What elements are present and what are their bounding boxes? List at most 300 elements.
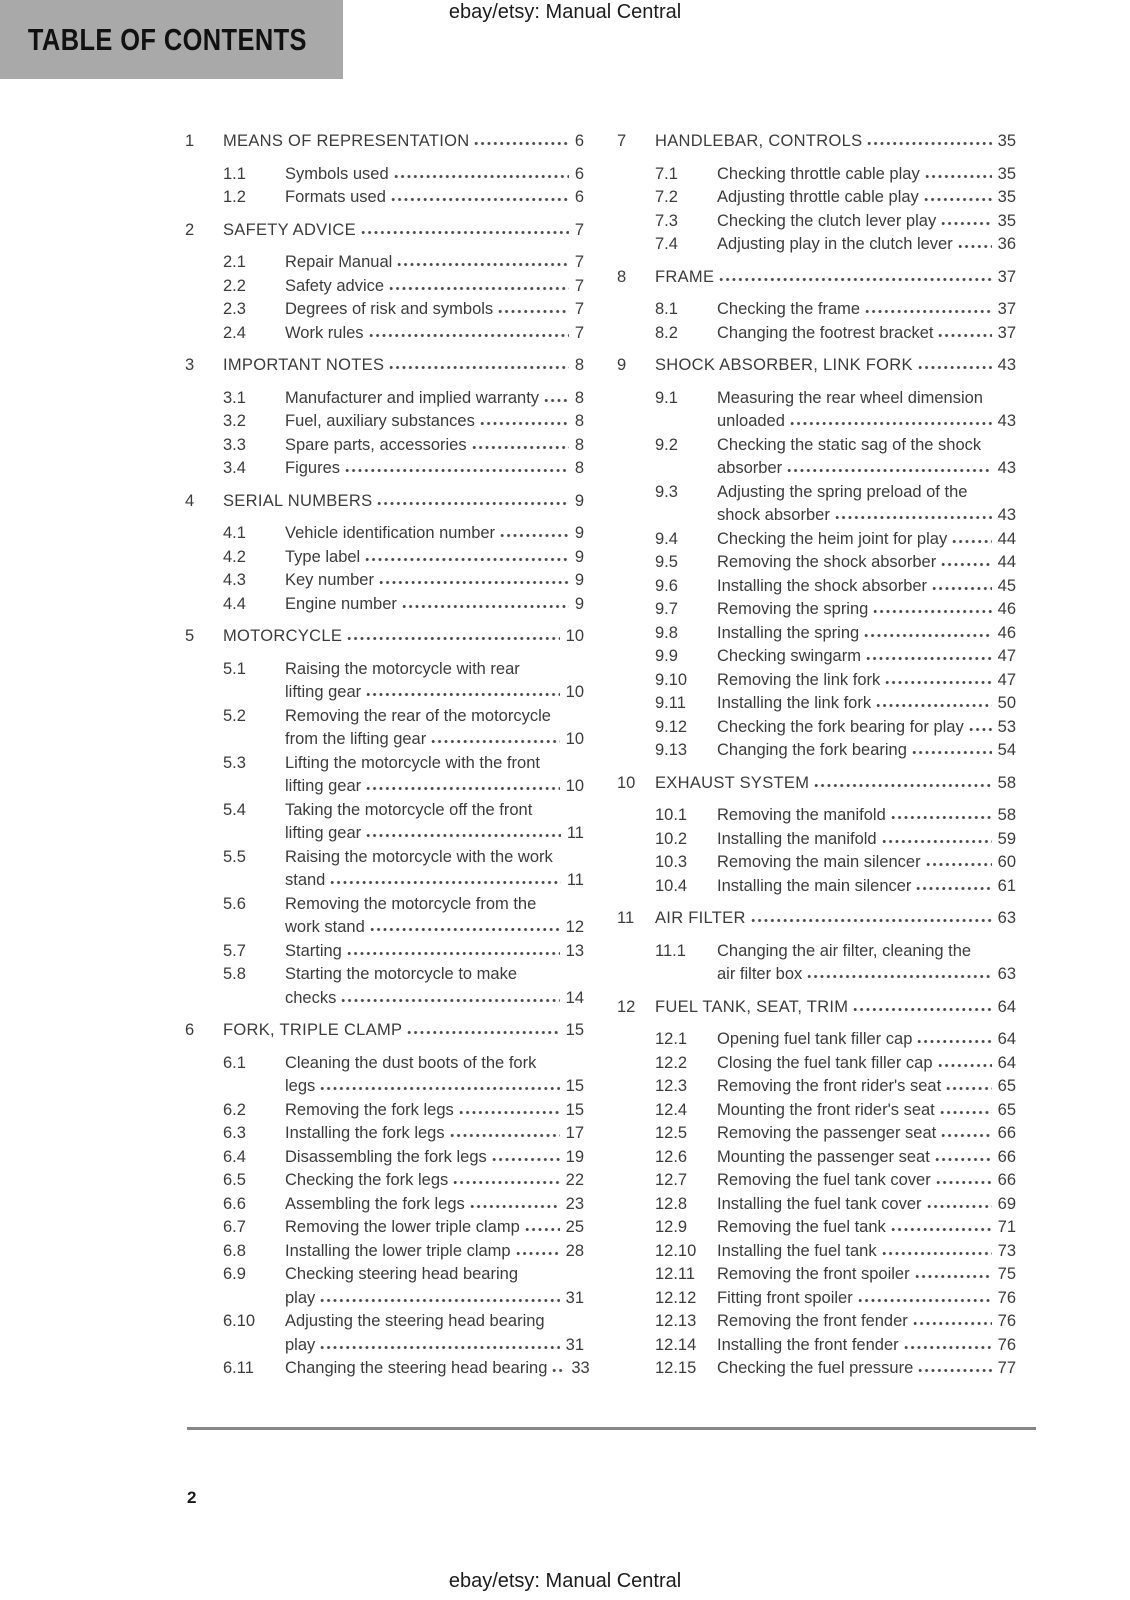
entry-last-line [717,739,1016,763]
dot-leader [319,1345,559,1350]
toc-entry [655,622,1016,646]
page-ref: 36 [997,235,1016,253]
dot-leader [458,1110,560,1115]
dot-leader [430,739,559,744]
dot-leader [319,1086,559,1091]
entry-last-line [717,1240,1016,1264]
page-ref: 35 [997,211,1016,230]
dot-leader [872,609,991,614]
page-ref: 10 [565,683,584,701]
entry-title-line: Installing the lower triple clamp [285,1241,511,1260]
toc-column-left [185,130,590,1381]
dot-leader [344,468,569,473]
entry-last-line [717,692,1016,716]
page-ref: 64 [997,1030,1016,1048]
page-ref: 43 [997,412,1016,430]
entry-body [717,1122,1016,1146]
entry-body [717,1287,1016,1311]
entry-title-line: air filter box [717,965,803,983]
entry-body [717,528,1016,552]
entry-last-line [285,1287,584,1311]
entry-title-line: Installing the manifold [717,829,877,848]
toc-entry [655,804,1016,828]
page-ref: 73 [997,1241,1016,1260]
toc-entry [655,828,1016,852]
dot-leader [368,333,569,338]
entry-number: 6.8 [223,1241,246,1260]
entry-last-line [717,1122,1016,1146]
section-title: SERIAL NUMBERS [223,491,373,510]
dot-leader [471,445,569,450]
entry-last-line [285,728,584,752]
dot-leader [346,951,560,956]
page-ref: 58 [997,773,1016,792]
page-ref: 15 [565,1077,584,1095]
entry-title-line: legs [285,1077,316,1095]
dot-leader [912,1321,992,1326]
entry-number: 9.4 [655,529,678,548]
toc-entry [655,598,1016,622]
entry-title-line: Installing the main silencer [717,876,912,895]
entry-body [285,658,584,705]
dot-leader [340,998,559,1003]
entry-title-line: Adjusting the spring preload of the [717,482,968,501]
entry-title-line: unloaded [717,412,785,430]
entry-number: 3.3 [223,435,246,454]
entry-number: 3.4 [223,459,246,477]
entry-last-line [717,1099,1016,1123]
entry-number: 6.2 [223,1100,246,1119]
entry-body [285,251,584,275]
entry-title-line: Installing the spring [717,623,860,642]
entry-last-line [285,775,584,799]
toc-entry [223,752,584,799]
toc-entry [223,186,584,210]
entry-title-line: Raising the motorcycle with the work [285,847,553,866]
entry-body [717,804,1016,828]
dot-leader [917,1368,991,1373]
dot-leader [469,1204,560,1209]
entry-title-line: Starting [285,941,342,960]
table-of-contents [185,130,1016,1381]
dot-leader [915,886,991,891]
page-ref: 37 [997,267,1016,286]
dot-leader [449,1133,560,1138]
page-ref: 10 [565,730,584,748]
entry-title-line: Adjusting throttle cable play [717,188,919,206]
entry-title-line: Checking the fork bearing for play [717,717,964,736]
entry-last-line [717,1357,1016,1381]
toc-entry [223,1310,584,1357]
dot-leader [866,141,991,146]
entry-body [285,457,584,481]
toc-entry [223,457,584,481]
page-ref: 23 [565,1194,584,1213]
entry-title-line: Starting the motorcycle to make [285,965,518,983]
entry-title-line: Fuel, auxiliary substances [285,412,475,430]
toc-entry [223,1357,590,1381]
dot-leader [903,1345,992,1350]
toc-section-heading [617,772,1016,796]
page-ref: 19 [565,1147,584,1166]
section-number: 10 [617,773,636,792]
dot-leader [865,656,992,661]
toc-entry [655,1028,1016,1052]
entry-last-line [717,322,1016,346]
entry-title-line: Installing the front fender [717,1335,899,1354]
entry-body [717,692,1016,716]
entry-last-line [717,1146,1016,1170]
page-ref: 8 [574,435,584,454]
toc-entry [655,528,1016,552]
dot-leader [329,880,560,885]
entry-last-line [717,1028,1016,1052]
entry-last-line [717,233,1016,257]
entry-title-line: Installing the fork legs [285,1124,445,1142]
entry-title-line: Key number [285,571,374,589]
dot-leader [543,398,569,403]
entry-title-line: Disassembling the fork legs [285,1147,487,1166]
page-ref: 8 [574,412,584,430]
dot-leader [917,365,992,370]
toc-entry [223,593,584,617]
dot-leader [365,786,560,791]
entry-last-line [285,1357,590,1381]
footer-divider [187,1427,1036,1430]
page-ref: 58 [997,806,1016,824]
entry-body [285,893,584,940]
dot-leader [881,1251,992,1256]
page-ref: 66 [997,1171,1016,1189]
dot-leader [926,1204,992,1209]
entry-last-line [285,593,584,617]
toc-entry [223,1193,584,1217]
toc-entry [655,739,1016,763]
dot-leader [857,1298,992,1303]
section-title: AIR FILTER [655,909,746,927]
entry-number: 6.6 [223,1194,246,1213]
toc-entry [223,298,584,322]
entry-title-line: Repair Manual [285,253,393,271]
entry-number: 9.12 [655,717,688,736]
entry-body [285,186,584,210]
toc-entry [223,1263,584,1310]
toc-entry [223,275,584,299]
dot-leader [393,174,569,179]
entry-last-line [717,1287,1016,1311]
entry-number: 10.2 [655,829,688,848]
entry-title-line: Symbols used [285,164,389,183]
entry-number: 6.1 [223,1053,246,1072]
toc-entry [655,551,1016,575]
dot-leader [388,365,569,370]
toc-entry [223,163,584,187]
entry-title-line: Changing the footrest bracket [717,323,934,342]
entry-last-line [285,1169,584,1193]
entry-body [285,1146,584,1170]
entry-last-line [717,804,1016,828]
section-title: IMPORTANT NOTES [223,356,385,374]
dot-leader [890,815,992,820]
entry-number: 12.2 [655,1053,688,1072]
entry-body [717,186,1016,210]
entry-number: 9.5 [655,553,678,571]
entry-title-line: Installing the shock absorber [717,576,928,595]
toc-entry [655,1240,1016,1264]
page-ref: 31 [565,1335,584,1354]
section-number: 11 [617,909,635,927]
section-number: 2 [185,220,195,239]
entry-body [717,851,1016,875]
entry-number: 6.5 [223,1171,246,1189]
entry-title-line: Checking the fork legs [285,1171,449,1189]
entry-body [717,1146,1016,1170]
dot-leader [884,680,991,685]
entry-title-line: Mounting the passenger seat [717,1147,930,1166]
entry-last-line [717,828,1016,852]
entry-last-line [285,1122,584,1146]
dot-leader [401,604,569,609]
dot-leader [376,501,568,506]
entry-number: 6.4 [223,1147,246,1166]
page-ref: 7 [574,323,584,342]
entry-last-line [717,551,1016,575]
entry-body [285,1169,584,1193]
entry-title-line: Mounting the front rider's seat [717,1100,935,1119]
entry-body [717,298,1016,322]
entry-number: 8.2 [655,323,678,342]
entry-number: 9.3 [655,482,678,501]
page-ref: 31 [565,1288,584,1307]
toc-section-heading [617,354,1016,378]
toc-entry [223,410,584,434]
page-ref: 71 [997,1218,1016,1236]
entry-title-line: Taking the motorcycle off the front [285,800,533,819]
entry-body [717,645,1016,669]
entry-last-line [285,987,584,1011]
entry-title-line: Lifting the motorcycle with the front [285,753,540,772]
entry-body [717,434,1016,481]
toc-entry [223,705,584,752]
entry-last-line [717,504,1016,528]
entry-number: 9.7 [655,600,678,618]
toc-entry [223,1146,584,1170]
entry-body [285,1310,584,1357]
page-ref: 8 [574,356,584,374]
entry-number: 6.3 [223,1124,246,1142]
entry-number: 9.13 [655,741,688,759]
dot-leader [931,586,992,591]
entry-number: 12.3 [655,1077,688,1095]
entry-number: 12.13 [655,1312,697,1330]
entry-number: 5.1 [223,659,246,678]
dot-leader [750,918,992,923]
entry-number: 1.1 [223,164,246,183]
toc-entry [223,1122,584,1146]
page-ref: 77 [997,1359,1016,1377]
entry-body [717,716,1016,740]
entry-number: 5.8 [223,965,246,983]
page-ref: 9 [574,594,584,613]
dot-leader [813,783,991,788]
page-ref: 76 [997,1288,1016,1307]
page-ref: 35 [997,188,1016,206]
toc-section-heading [185,490,584,514]
toc-section-heading [185,625,584,649]
entry-number: 9.10 [655,670,688,689]
section-title: HANDLEBAR, CONTROLS [655,132,863,150]
entry-last-line [285,1216,584,1240]
entry-body [285,963,584,1010]
toc-entry [655,322,1016,346]
entry-title-line: Work rules [285,323,364,342]
section-number: 9 [617,356,627,374]
entry-number: 12.4 [655,1100,688,1119]
entry-number: 9.11 [655,694,686,712]
entry-title-line: Checking the fuel pressure [717,1359,914,1377]
toc-entry [655,1193,1016,1217]
entry-body [717,551,1016,575]
entry-title-line: Removing the motorcycle from the [285,894,537,913]
toc-section-heading [617,907,1016,931]
entry-number: 12.8 [655,1194,688,1213]
entry-number: 2.4 [223,323,246,342]
entry-number: 6.10 [223,1312,256,1330]
toc-section-heading [185,1019,584,1043]
entry-title-line: Removing the passenger seat [717,1124,937,1142]
page-ref: 44 [997,553,1016,571]
dot-leader [945,1086,991,1091]
page-ref: 35 [997,164,1016,183]
page-ref: 10 [565,627,584,645]
toc-entry [655,669,1016,693]
entry-title-line: Fitting front spoiler [717,1288,853,1307]
toc-entry [223,963,584,1010]
entry-title-line: Formats used [285,188,386,206]
entry-body [285,799,584,846]
entry-number: 5.6 [223,894,246,913]
toc-entry [655,645,1016,669]
entry-body [717,1193,1016,1217]
section-number: 5 [185,627,195,645]
entry-last-line [285,163,584,187]
page-ref: 69 [997,1194,1016,1213]
entry-title-line: Engine number [285,594,397,613]
entry-title-line: shock absorber [717,506,830,524]
entry-title-line: checks [285,988,337,1007]
entry-number: 9.8 [655,623,678,642]
page-ref: 28 [565,1241,584,1260]
entry-number: 11.1 [655,941,686,960]
section-number: 7 [617,132,627,150]
page-ref: 45 [997,576,1016,595]
entry-number: 12.6 [655,1147,688,1166]
entry-last-line [717,457,1016,481]
entry-number: 12.7 [655,1171,688,1189]
entry-last-line [285,869,584,893]
entry-number: 12.14 [655,1335,697,1354]
entry-body [717,1334,1016,1358]
toc-entry [223,1169,584,1193]
toc-entry [223,251,584,275]
toc-entry [655,1122,1016,1146]
entry-last-line [285,322,584,346]
page-ref: 64 [997,1053,1016,1072]
page-ref: 53 [997,717,1016,736]
entry-title-line: Manufacturer and implied warranty [285,388,540,407]
entry-body [285,1099,584,1123]
dot-leader [937,1063,992,1068]
entry-title-line: lifting gear [285,824,362,842]
entry-title-line: Checking the static sag of the shock [717,435,982,454]
entry-body [285,163,584,187]
page-ref: 37 [997,323,1016,342]
dot-leader [551,1368,565,1373]
page-ref: 33 [571,1359,590,1377]
toc-entry [223,546,584,570]
entry-number: 7.4 [655,235,678,253]
entry-last-line [717,875,1016,899]
section-number: 4 [185,491,195,510]
toc-column-right [617,130,1016,1381]
section-title: FUEL TANK, SEAT, TRIM [655,997,849,1016]
toc-entry [223,893,584,940]
entry-last-line [285,434,584,458]
dot-leader [473,141,568,146]
section-title: FRAME [655,267,715,286]
toc-entry [655,716,1016,740]
dot-leader [346,636,560,641]
page-ref: 63 [997,965,1016,983]
entry-title-line: Checking the clutch lever play [717,211,937,230]
entry-title-line: play [285,1288,316,1307]
entry-title-line: Checking steering head bearing [285,1265,518,1283]
entry-last-line [285,822,584,846]
page-ref: 43 [997,506,1016,524]
page-ref: 13 [565,941,584,960]
entry-title-line: Changing the fork bearing [717,741,907,759]
entry-number: 12.9 [655,1218,688,1236]
page-ref: 66 [997,1147,1016,1166]
entry-body [717,940,1016,987]
entry-last-line [717,575,1016,599]
dot-leader [951,539,991,544]
entry-title-line: Installing the fuel tank [717,1241,877,1260]
entry-body [285,410,584,434]
entry-number: 12.11 [655,1265,696,1283]
entry-last-line [285,251,584,275]
entry-body [285,1240,584,1264]
entry-title-line: Checking throttle cable play [717,164,920,183]
entry-last-line [717,186,1016,210]
entry-title-line: Removing the front rider's seat [717,1077,942,1095]
entry-title-line: Installing the fuel tank cover [717,1194,922,1213]
entry-last-line [285,1075,584,1099]
entry-title-line: Assembling the fork legs [285,1194,465,1213]
entry-body [285,1122,584,1146]
entry-title-line: stand [285,871,326,889]
toc-entry [655,692,1016,716]
entry-title-line: lifting gear [285,683,362,701]
dot-leader [497,309,569,314]
page-ref: 54 [997,741,1016,759]
entry-last-line [285,1146,584,1170]
entry-number: 6.9 [223,1265,246,1283]
entry-title-line: Opening fuel tank filler cap [717,1030,913,1048]
entry-title-line: Removing the fuel tank [717,1218,886,1236]
entry-body [717,1216,1016,1240]
dot-leader [786,468,992,473]
